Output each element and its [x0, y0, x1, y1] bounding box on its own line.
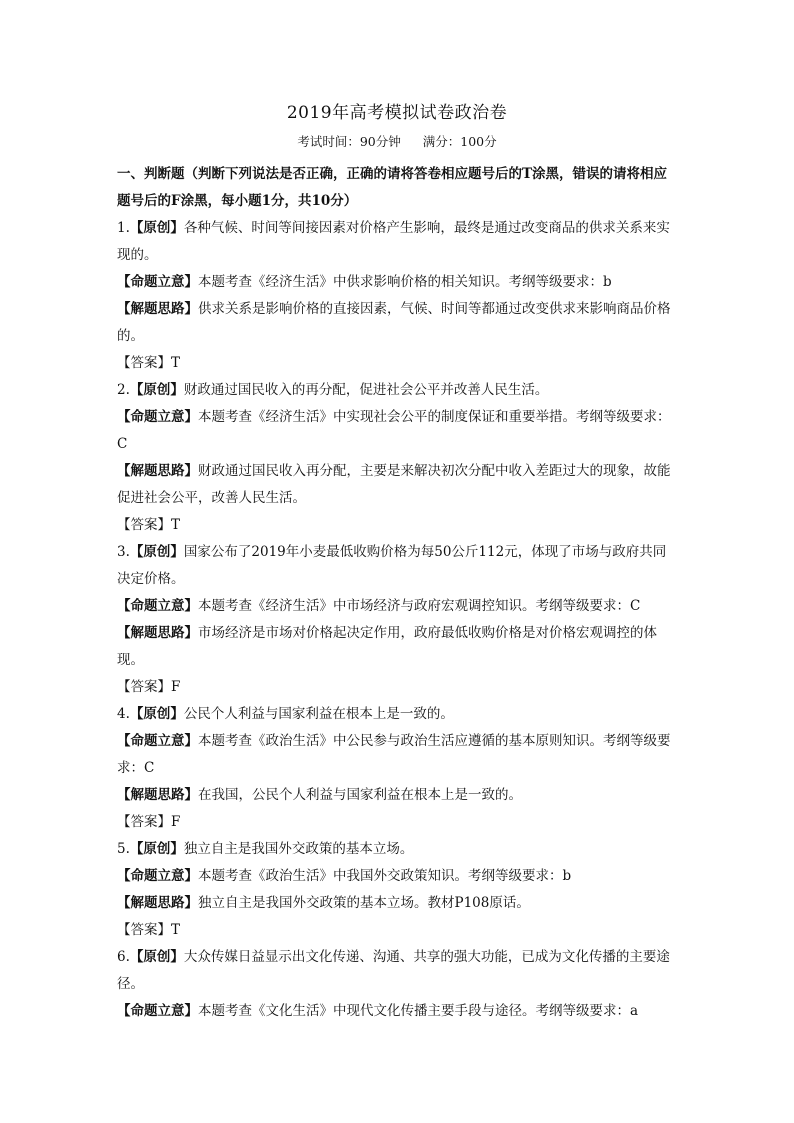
intent-label: 【命题立意】 — [117, 733, 198, 749]
question-answer: 【答案】T — [117, 355, 181, 371]
page-title: 2019年高考模拟试卷政治卷 — [286, 103, 508, 123]
intent-label: 【命题立意】 — [117, 598, 198, 614]
question-stem — [117, 944, 679, 998]
exam-info — [0, 132, 794, 150]
intent-text: 本题考查《文化生活》中现代文化传播主要手段与途径。考纲等级要求：a — [198, 1003, 639, 1019]
question-tag: 【原创】 — [129, 220, 184, 236]
question-intent — [117, 269, 679, 296]
question-stem — [117, 836, 679, 863]
question-intent — [117, 404, 679, 458]
question-tag: 【原创】 — [129, 706, 184, 722]
question-tag: 【原创】 — [129, 544, 184, 560]
question-number: 1. — [117, 220, 130, 236]
question-intent — [117, 728, 679, 782]
question-number: 2. — [117, 382, 130, 398]
analysis-text: 在我国，公民个人利益与国家利益在根本上是一致的。 — [198, 787, 522, 803]
question-text: 财政通过国民收入的再分配，促进社会公平并改善人民生活。 — [183, 382, 549, 398]
question-intent — [117, 998, 679, 1025]
question-analysis — [117, 458, 679, 512]
question-number: 5. — [117, 841, 130, 857]
analysis-text: 独立自主是我国外交政策的基本立场。教材P108原话。 — [198, 895, 530, 911]
analysis-label: 【解题思路】 — [117, 301, 198, 317]
question-intent — [117, 593, 679, 620]
intent-label: 【命题立意】 — [117, 1003, 198, 1019]
question-stem — [117, 539, 679, 593]
analysis-text: 财政通过国民收入再分配，主要是来解决初次分配中收入差距过大的现象，故能促进社会公平，改善人民生活。 — [117, 463, 671, 506]
question-number: 3. — [117, 544, 130, 560]
intent-text: 本题考查《经济生活》中市场经济与政府宏观调控知识。考纲等级要求：C — [198, 598, 641, 614]
exam-score: 满分：100分 — [422, 134, 497, 149]
intent-label: 【命题立意】 — [117, 409, 198, 425]
question-answer: 【答案】F — [117, 679, 181, 695]
question-tag: 【原创】 — [129, 841, 184, 857]
intent-text: 本题考查《经济生活》中实现社会公平的制度保证和重要举措。考纲等级要求：C — [117, 409, 671, 452]
analysis-label: 【解题思路】 — [117, 895, 198, 911]
question-analysis — [117, 782, 679, 809]
question-answer: 【答案】F — [117, 814, 181, 830]
exam-time: 考试时间：90分钟 — [297, 134, 401, 149]
intent-label: 【命题立意】 — [117, 868, 198, 884]
analysis-label: 【解题思路】 — [117, 463, 198, 479]
question-stem — [117, 215, 679, 269]
question-section — [117, 161, 679, 1025]
question-text: 国家公布了2019年小麦最低收购价格为每50公斤112元，体现了市场与政府共同决定价格。 — [117, 544, 667, 587]
question-number: 6. — [117, 949, 130, 965]
question-analysis — [117, 296, 679, 350]
analysis-text: 市场经济是市场对价格起决定作用，政府最低收购价格是对价格宏观调控的体现。 — [117, 625, 657, 668]
intent-text: 本题考查《经济生活》中供求影响价格的相关知识。考纲等级要求：b — [198, 274, 612, 290]
question-text: 各种气候、时间等间接因素对价格产生影响，最终是通过改变商品的供求关系来实现的。 — [117, 220, 670, 263]
question-stem — [117, 701, 679, 728]
question-answer: 【答案】T — [117, 517, 181, 533]
question-text: 公民个人利益与国家利益在根本上是一致的。 — [183, 706, 454, 722]
question-tag: 【原创】 — [129, 949, 184, 965]
question-text: 独立自主是我国外交政策的基本立场。 — [183, 841, 414, 857]
question-text: 大众传媒日益显示出文化传递、沟通、共享的强大功能，已成为文化传播的主要途径。 — [117, 949, 670, 992]
analysis-text: 供求关系是影响价格的直接因素，气候、时间等都通过改变供求来影响商品价格的。 — [117, 301, 671, 344]
intent-text: 本题考查《政治生活》中我国外交政策知识。考纲等级要求：b — [198, 868, 572, 884]
section-heading: 一、判断题（判断下列说法是否正确，正确的请将答卷相应题号后的T涂黑，错误的请将相应题号后的F涂黑，每小题1分，共10分） — [117, 166, 668, 209]
question-analysis — [117, 890, 679, 917]
question-analysis — [117, 620, 679, 674]
intent-text: 本题考查《政治生活》中公民参与政治生活应遵循的基本原则知识。考纲等级要求：C — [117, 733, 671, 776]
analysis-label: 【解题思路】 — [117, 625, 198, 641]
question-number: 4. — [117, 706, 130, 722]
question-stem — [117, 377, 679, 404]
question-tag: 【原创】 — [129, 382, 184, 398]
analysis-label: 【解题思路】 — [117, 787, 198, 803]
question-answer: 【答案】T — [117, 922, 181, 938]
intent-label: 【命题立意】 — [117, 274, 198, 290]
question-intent — [117, 863, 679, 890]
